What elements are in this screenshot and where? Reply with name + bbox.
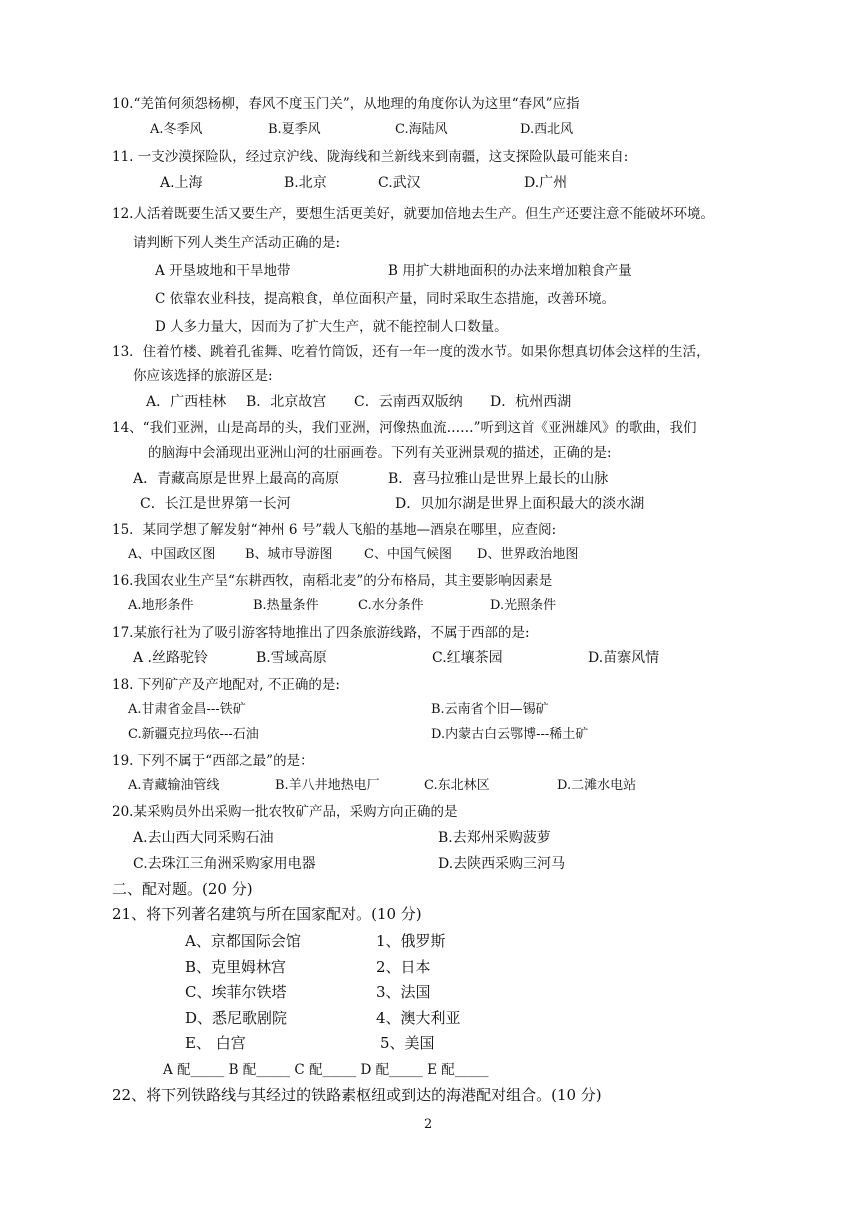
q16-option-d: D.光照条件 xyxy=(490,598,557,613)
q22-prompt: 22、将下列铁路线与其经过的铁路素枢纽或到达的海港配对组合。(10 分) xyxy=(112,1086,602,1104)
q20-option-c: C.去珠江三角洲采购家用电器 xyxy=(133,856,316,872)
q19-text: 19. 下列不属于“西部之最”的是： xyxy=(112,753,314,769)
q15-text: 15．某同学想了解发射“神州 6 号”载人飞船的基地—酒泉在哪里，应查阅: xyxy=(112,522,557,538)
q21-prompt: 21、将下列著名建筑与所在国家配对。(10 分) xyxy=(112,905,422,923)
q13-option-c: C．云南西双版纳 xyxy=(354,394,463,410)
q11-option-c: C.武汉 xyxy=(378,175,421,191)
q21-country-1: 1、俄罗斯 xyxy=(376,932,446,950)
q17-text: 17.某旅行社为了吸引游客特地推出了四条旅游线路，不属于西部的是: xyxy=(112,625,530,641)
q20-option-d: D.去陕西采购三河马 xyxy=(438,856,566,872)
q18-option-b: B.云南省个旧—锡矿 xyxy=(431,702,549,717)
q19-option-b: B.羊八井地热电厂 xyxy=(275,778,380,793)
q19-option-d: D.二滩水电站 xyxy=(557,778,637,793)
q18-option-d: D.内蒙古白云鄂博---稀土矿 xyxy=(431,727,589,742)
q15-option-b: B、城市导游图 xyxy=(245,547,333,562)
q21-building-d: D、悉尼歌剧院 xyxy=(185,1009,288,1027)
q18-text: 18. 下列矿产及产地配对, 不正确的是: xyxy=(112,677,340,693)
q17-option-d: D.苗寨风情 xyxy=(588,650,660,666)
q13-text-2: 你应该选择的旅游区是: xyxy=(133,368,273,384)
q15-option-d: D、世界政治地图 xyxy=(477,547,579,562)
q15-option-c: C、中国气候图 xyxy=(364,547,452,562)
q12-option-d: D 人多力量大，因而为了扩大生产，就不能控制人口数量。 xyxy=(155,319,508,335)
q17-option-b: B.雪域高原 xyxy=(256,650,327,666)
q18-option-a: A.甘肃省金昌---铁矿 xyxy=(128,702,246,717)
q13-option-b: B．北京故宫 xyxy=(246,394,327,410)
q17-option-a: A .丝路驼铃 xyxy=(133,650,209,666)
q19-option-a: A.青藏输油管线 xyxy=(128,778,220,793)
q17-option-c: C.红壤茶园 xyxy=(432,650,503,666)
page-number: 2 xyxy=(424,1117,433,1132)
q21-building-b: B、克里姆林宫 xyxy=(185,958,287,976)
q21-country-5: 5、美国 xyxy=(380,1034,435,1052)
q21-country-2: 2、日本 xyxy=(376,958,431,976)
q13-option-a: A．广西桂林 xyxy=(146,394,227,410)
section-2-heading: 二、配对题。(20 分) xyxy=(112,880,253,898)
q14-text-2: 的脑海中会涌现出亚洲山河的壮丽画卷。下列有关亚洲景观的描述，正确的是: xyxy=(148,445,612,461)
q21-building-e: E、 白宫 xyxy=(185,1034,246,1052)
q14-option-b: B．喜马拉雅山是世界上最长的山脉 xyxy=(388,471,609,487)
q14-option-d: D．贝加尔湖是世界上面积最大的淡水湖 xyxy=(395,496,645,512)
q10-text: 10.“羌笛何须怨杨柳，春风不度玉门关”，从地理的角度你认为这里“春风”应指 xyxy=(112,96,580,112)
q16-option-a: A.地形条件 xyxy=(128,598,194,613)
q10-option-d: D.西北风 xyxy=(520,122,574,137)
q21-building-c: C、埃菲尔铁塔 xyxy=(185,983,287,1001)
q21-answer-line: A 配_____ B 配_____ C 配_____ D 配_____ E 配_____ xyxy=(163,1062,489,1078)
q15-option-a: A、中国政区图 xyxy=(128,547,216,562)
q10-option-a: A.冬季风 xyxy=(150,122,203,137)
q14-option-a: A．青藏高原是世界上最高的高原 xyxy=(133,471,340,487)
q12-option-b: B 用扩大耕地面积的办法来增加粮食产量 xyxy=(388,263,632,279)
q12-option-a: A 开垦坡地和干旱地带 xyxy=(155,263,291,279)
q19-option-c: C.东北林区 xyxy=(424,778,490,793)
q16-text: 16.我国农业生产呈“东耕西牧，南稻北麦”的分布格局，其主要影响因素是 xyxy=(112,573,553,589)
q10-option-b: B.夏季风 xyxy=(268,122,321,137)
q16-option-c: C.水分条件 xyxy=(358,598,424,613)
q12-text-2: 请判断下列人类生产活动正确的是: xyxy=(133,235,341,251)
q12-text: 12.人活着既要生活又要生产，要想生活更美好，就要加倍地去生产。但生产还要注意不能破坏环境。 xyxy=(112,206,714,222)
q14-option-c: C．长江是世界第一长河 xyxy=(140,496,291,512)
q18-option-c: C.新疆克拉玛依---石油 xyxy=(128,727,259,742)
q20-option-b: B.去郑州采购菠萝 xyxy=(438,830,551,846)
q21-country-4: 4、澳大利亚 xyxy=(376,1009,461,1027)
q13-text: 13．住着竹楼、跳着孔雀舞、吃着竹筒饭，还有一年一度的泼水节。如果你想真切体会这样的生活， xyxy=(112,344,710,360)
q11-option-d: D.广州 xyxy=(524,175,568,191)
q21-country-3: 3、法国 xyxy=(376,983,431,1001)
q10-option-c: C.海陆风 xyxy=(395,122,448,137)
q11-option-b: B.北京 xyxy=(284,175,327,191)
q11-text: 11. 一支沙漠探险队，经过京沪线、陇海线和兰新线来到南疆，这支探险队最可能来自: xyxy=(112,149,629,165)
q20-option-a: A.去山西大同采购石油 xyxy=(133,830,274,846)
q13-option-d: D．杭州西湖 xyxy=(490,394,572,410)
q12-option-c: C 依靠农业科技，提高粮食，单位面积产量，同时采取生态措施，改善环境。 xyxy=(155,291,616,307)
q11-option-a: A.上海 xyxy=(160,175,203,191)
q16-option-b: B.热量条件 xyxy=(253,598,319,613)
q20-text: 20.某采购员外出采购一批农牧矿产品，采购方向正确的是 xyxy=(112,804,458,820)
q14-text: 14、“我们亚洲，山是高昂的头，我们亚洲，河像热血流……”听到这首《亚洲雄风》的歌曲，我们 xyxy=(112,420,697,436)
q21-building-a: A、京都国际会馆 xyxy=(185,932,301,950)
